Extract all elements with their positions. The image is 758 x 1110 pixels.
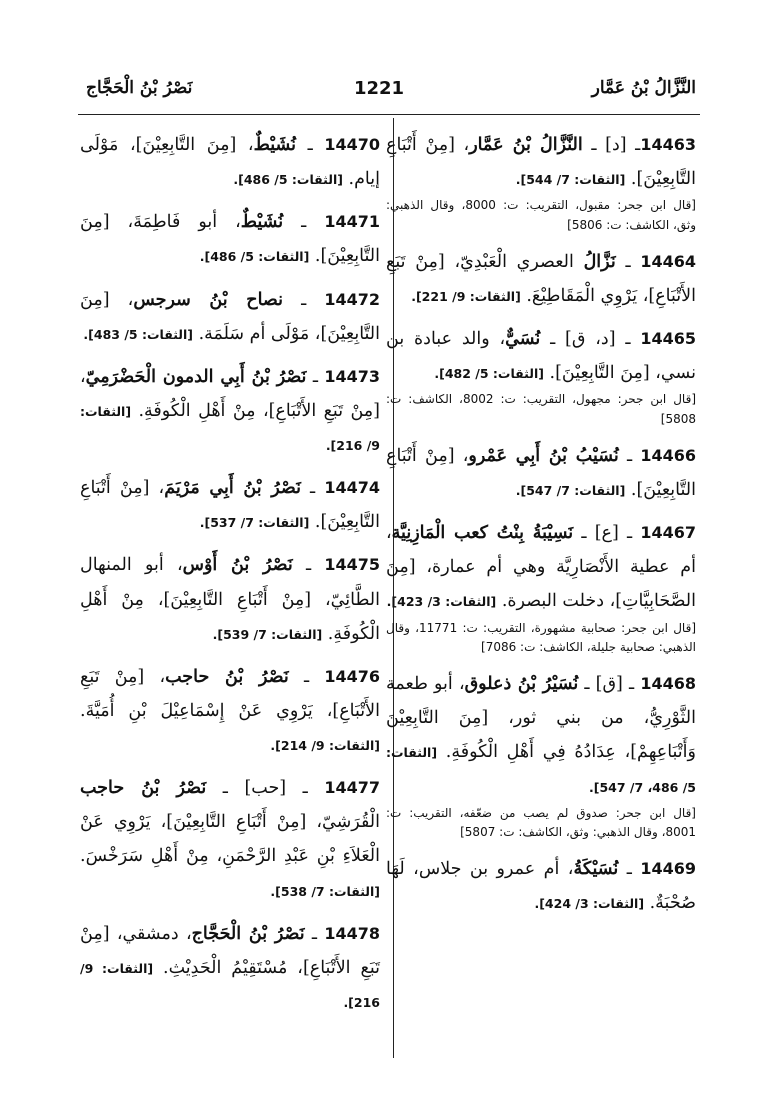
entry-number: 14477 — [324, 778, 380, 798]
source-reference: [الثقات: 5/ 486]. — [233, 172, 343, 188]
biography-entry — [80, 548, 380, 650]
entry-sigla: ـ [د] ـ — [582, 135, 641, 155]
entry-text — [386, 245, 696, 313]
biography-entry — [80, 471, 380, 539]
source-reference: [الثقات: 3/ 423]. — [386, 594, 497, 610]
entry-description: ، أم عمرو بن جلاس، لَهَا صُحْبَةٌ. — [386, 859, 696, 914]
entry-text — [80, 283, 380, 351]
entry-description: ، [مِنَ التَّابِعِيْنَ]، مَوْلَى أم سَلَمَة. — [80, 289, 380, 344]
commentary-note: [قال ابن جحر: صدوق لم يصب من ضعّفه، التقريب: ت: 8001، وقال الذهبي: وثق، الكاشف: ت: 5807] — [386, 805, 696, 840]
header-right-title: النَّزَّالُ بْنُ عَمَّار — [591, 78, 696, 98]
biography-entry — [80, 360, 380, 462]
entry-sigla: ـ [ق] ـ — [578, 674, 641, 695]
entry-sigla: ـ [حب] ـ — [206, 778, 325, 799]
entry-sigla: ـ — [282, 289, 325, 310]
entry-sigla: ـ — [300, 478, 325, 499]
entry-description: ، [مِنْ أَتْبَاعِ التَّابِعِيْنَ]. — [80, 478, 380, 533]
source-reference: [الثقات: 5/ 486]. — [199, 249, 310, 265]
entry-number: 14471 — [324, 212, 380, 232]
entry-text — [80, 548, 380, 650]
entry-sigla: ـ — [292, 555, 325, 576]
narrator-name: نُشَيْطٌ — [253, 135, 296, 155]
source-reference: [الثقات: 7/ 537]. — [199, 515, 310, 531]
narrator-name: نُسَيْبُ بْنُ أَبِي عَمْرو — [468, 445, 619, 466]
entry-text — [80, 771, 380, 908]
commentary-note: [قال ابن جحر: صحابية مشهورة، التقريب: ت: 11771، وقال الذهبي: صحابية جليلة، الكاشف: ت: 7086] — [386, 620, 696, 655]
entry-text — [80, 471, 380, 539]
source-reference: [الثقات: 7/ 539]. — [212, 626, 323, 642]
entry-number: 14473 — [324, 366, 380, 386]
source-reference: [الثقات: 5/ 482]. — [434, 366, 544, 382]
biography-entry — [80, 205, 380, 273]
entry-number: 14468 — [640, 674, 696, 694]
entry-text — [386, 439, 696, 507]
entry-sigla: ـ — [618, 445, 641, 466]
entry-sigla: ـ — [306, 366, 325, 387]
narrator-name: نُشَيْطٌ — [240, 212, 284, 233]
biography-entry — [386, 245, 696, 313]
entry-number: 14478 — [324, 923, 380, 943]
entry-text — [80, 128, 380, 196]
entry-description: ، أبو فَاطِمَةَ، [مِنَ التَّابِعِيْنَ]. — [80, 212, 380, 267]
entry-description: ، [مِنْ أَتْبَاعِ التَّابِعِيْنَ]. — [386, 445, 696, 501]
source-reference: [الثقات: 5/ 483]. — [83, 326, 193, 342]
narrator-name: نَصْرُ بْنُ الْحَجَّاج — [191, 923, 305, 944]
entry-number: 14472 — [324, 289, 381, 309]
source-reference: [الثقات: 9/ 216]. — [80, 403, 380, 453]
entry-text — [80, 917, 380, 1019]
entry-description: ، أبو المنهال الطَّائِيّ، [مِنْ أَتْبَاعِ التَّابِعِيْنَ]، مِنْ أَهْلِ الْكُوفَةِ. — [80, 555, 380, 644]
entry-text — [386, 516, 696, 618]
narrator-name: النَّزَّالُ بْنُ عَمَّار — [469, 135, 583, 155]
biography-entry — [80, 660, 380, 762]
source-reference: [الثقات: 7/ 544]. — [515, 172, 626, 188]
entry-number: 14470 — [324, 135, 380, 154]
biography-entry — [386, 852, 696, 920]
narrator-name: نَصْرُ بْنُ أَوْس — [182, 555, 293, 576]
entry-sigla: ـ — [295, 135, 325, 155]
entry-number: 14467 — [640, 523, 696, 543]
narrator-name: نَصْرُ بْنُ حاجب — [80, 778, 207, 799]
entry-sigla: ـ [د، ق] ـ — [540, 329, 641, 350]
entry-text — [386, 852, 696, 920]
header-left-title: نَصْرُ بْنُ الْحَجَّاج — [86, 78, 193, 98]
entry-sigla: ـ — [618, 859, 641, 880]
header-divider — [78, 114, 700, 115]
entry-description: ، أبو طعمة الثَّوْرِيُّ، من بني ثور، [مِنَ التَّابِعِيْنَ وَأَتْبَاعِهِمْ]، عِدَادُهُ فِي أَهْلِ الْكُوفَةِ. — [386, 674, 696, 763]
entry-description: ، دمشقي، [مِنْ تَبَعِ الأَتْبَاعِ]، مُسْتَقِيْمُ الْحَدِيْثِ. — [80, 923, 380, 978]
page-number: 1221 — [353, 78, 405, 99]
entry-sigla: ـ — [283, 212, 325, 233]
entry-number: 14464 — [640, 251, 696, 271]
entry-description: العصري الْعَبْدِيّ، [مِنْ تَبَعِ الأَتْبَاعِ]، يَرْوِي الْمَقَاطِيْعَ. — [386, 251, 696, 306]
entry-number: 14475 — [324, 555, 380, 575]
commentary-note: [قال ابن جحر: مجهول، التقريب: ت: 8002، الكاشف: ت: 5808] — [386, 392, 696, 427]
entry-description: ، [مِنْ أَتْبَاعِ التَّابِعِيْنَ]. — [386, 135, 696, 190]
narrator-name: نَصْرُ بْنُ أَبِي مَرْيَمَ — [164, 478, 301, 499]
narrator-name: نَصْرُ بْنُ حاجب — [165, 666, 289, 687]
source-reference: [الثقات: 9/ 221]. — [411, 288, 521, 304]
entry-number: 14463 — [640, 135, 696, 154]
entry-number: 14474 — [324, 478, 380, 498]
left-column — [80, 128, 380, 1028]
running-header — [0, 78, 758, 114]
biography-entry — [80, 771, 380, 908]
narrator-name: نصاح بْنُ سرجس — [133, 289, 283, 310]
entry-text — [386, 667, 696, 804]
source-reference: [الثقات: 3/ 424]. — [534, 896, 645, 912]
entry-text — [80, 360, 380, 462]
entry-number: 14465 — [640, 329, 696, 349]
narrator-name: نَسِيْبَةُ بِنْتُ كعب الْمَازِنِيَّة — [391, 523, 574, 544]
narrator-name: نَصْرُ بْنُ أَبِي الدمون الْحَضْرَمِيّ — [85, 366, 307, 387]
entry-description: ، والد عبادة بن نسي، [مِنَ التَّابِعِيْنَ]. — [386, 329, 696, 384]
biography-entry — [386, 516, 696, 658]
biography-entry — [80, 283, 380, 351]
entry-number: 14469 — [640, 859, 696, 879]
entry-description: ، [مِنَ التَّابِعِيْنَ]، مَوْلَى إيام. — [80, 135, 380, 190]
entry-number: 14476 — [324, 666, 380, 686]
source-reference: [الثقات: 9/ 214]. — [270, 738, 380, 753]
entry-description: ، أم عطية الأَنْصَارِيَّة وهي أم عمارة، [مِنَ الصَّحَابِيَّاتِ]، دخلت البصرة. — [386, 523, 696, 612]
entry-description: ، [مِنْ تَبَعِ الأَتْبَاعِ]، يَرْوِي عَنْ إِسْمَاعِيْلَ بْنِ أُمَيَّةَ. — [80, 666, 380, 721]
entry-description: ، [مِنْ تَبَعِ الأَتْبَاعِ]، مِنْ أَهْلِ الْكُوفَةِ. — [80, 366, 380, 421]
entry-number: 14466 — [640, 445, 696, 465]
right-column — [386, 128, 696, 930]
entry-text — [80, 205, 380, 273]
source-reference: [الثقات: 7/ 538]. — [270, 883, 380, 899]
biography-entry — [386, 439, 696, 507]
biography-entry — [386, 128, 696, 236]
biography-entry — [80, 917, 380, 1019]
biography-entry — [386, 322, 696, 430]
biography-entry — [386, 667, 696, 843]
narrator-name: نَزَّالُ — [583, 251, 616, 272]
narrator-name: نُسَيٌّ — [505, 329, 541, 350]
source-reference: [الثقات: 7/ 547]. — [515, 483, 626, 499]
entry-sigla: ـ — [288, 666, 325, 687]
narrator-name: نُسَيْكَةُ — [573, 859, 619, 880]
biography-entry — [80, 128, 380, 196]
entry-text — [80, 660, 380, 762]
entry-sigla: ـ — [615, 251, 641, 272]
source-reference: [الثقات: 5/ 486، 7/ 547]. — [386, 745, 696, 795]
entry-text — [386, 322, 696, 390]
commentary-note: [قال ابن جحر: مقبول، التقريب: ت: 8000، وقال الذهبي: وثق، الكاشف: ت: 5806] — [386, 198, 696, 233]
narrator-name: نُسَيْرُ بْنُ ذعلوق — [464, 674, 579, 695]
source-reference: [الثقات: 9/ 216]. — [80, 960, 380, 1010]
entry-description: الْقُرَشِيّ، [مِنْ أَتْبَاعِ التَّابِعِيْنَ]، يَرْوِي عَنْ الْعَلاَءِ بْنِ عَبْدِ الرَّحْمَنِ، مِنْ أَهْلِ سَرَخْسَ. — [80, 812, 380, 867]
entry-sigla: ـ [ع] ـ — [573, 523, 641, 544]
entry-sigla: ـ — [304, 923, 325, 944]
entry-text — [386, 128, 696, 196]
